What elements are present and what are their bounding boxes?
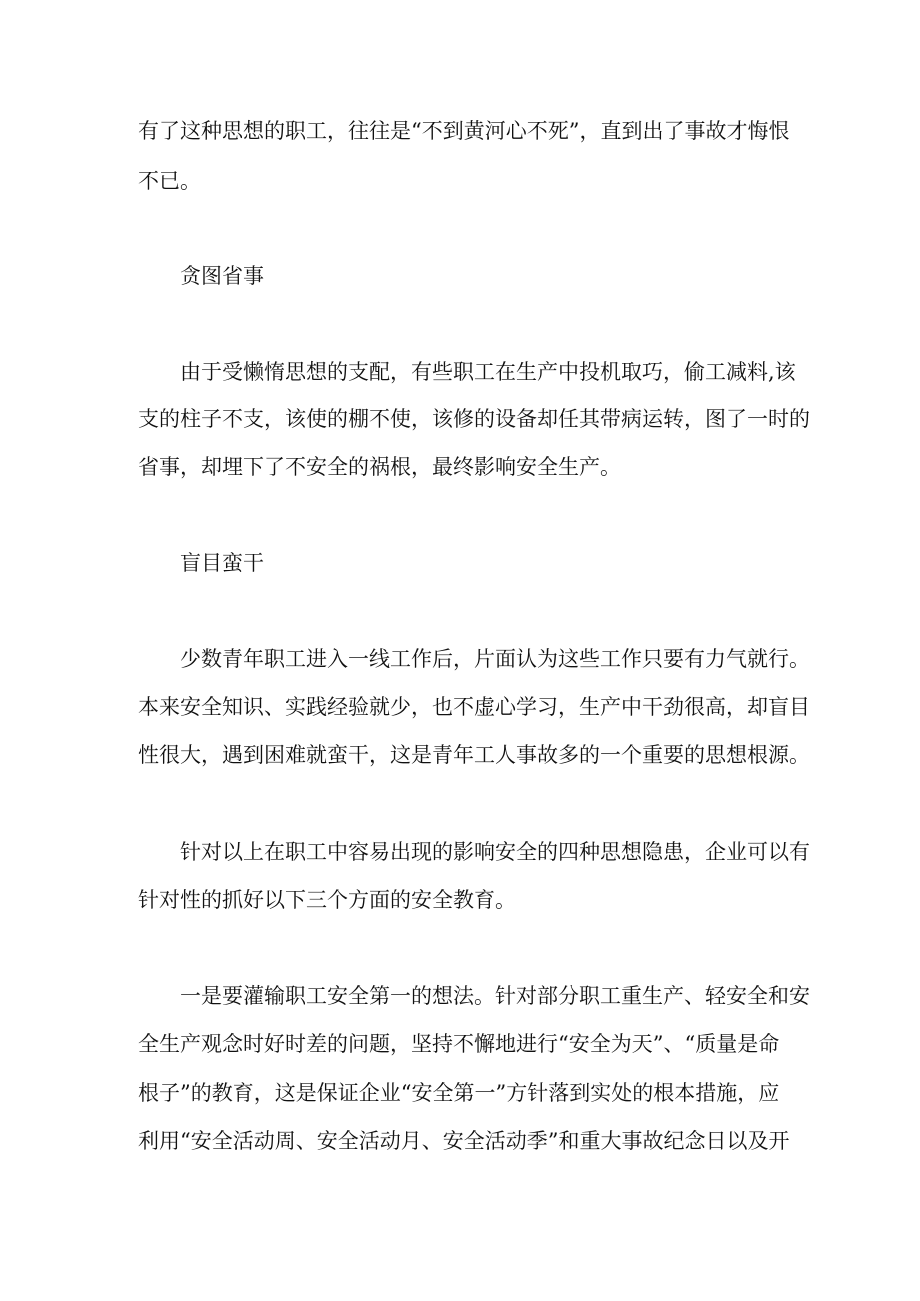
paragraph-line: 针对以上在职工中容易出现的影响安全的四种思想隐患，企业可以有 — [180, 840, 810, 864]
paragraph-line: 由于受懒惰思想的支配，有些职工在生产中投机取巧，偷工减料,该 — [180, 360, 796, 384]
section-heading: 盲目蛮干 — [180, 551, 264, 575]
paragraph-line: 针对性的抓好以下三个方面的安全教育。 — [138, 888, 516, 912]
paragraph-line: 有了这种思想的职工，往往是“不到黄河心不死”，直到出了事故才悔恨 — [138, 119, 790, 143]
paragraph-line: 利用“安全活动周、安全活动月、安全活动季”和重大事故纪念日以及开 — [138, 1129, 790, 1153]
paragraph-line: 全生产观念时好时差的问题，坚持不懈地进行“安全为天”、“质量是命 — [138, 1032, 780, 1056]
paragraph-line: 性很大，遇到困难就蛮干，这是青年工人事故多的一个重要的思想根源。 — [138, 743, 810, 767]
paragraph-line: 少数青年职工进入一线工作后，片面认为这些工作只要有力气就行。 — [180, 647, 810, 671]
paragraph-line: 不已。 — [138, 169, 201, 193]
paragraph-line: 本来安全知识、实践经验就少，也不虚心学习，生产中干劲很高，却盲目 — [138, 695, 810, 719]
paragraph-line: 根子”的教育，这是保证企业“安全第一”方针落到实处的根本措施，应 — [138, 1081, 780, 1105]
paragraph-line: 一是要灌输职工安全第一的想法。针对部分职工重生产、轻安全和安 — [180, 984, 810, 1008]
paragraph-line: 支的柱子不支，该使的棚不使，该修的设备却任其带病运转，图了一时的 — [138, 407, 810, 431]
paragraph-line: 省事，却埋下了不安全的祸根，最终影响安全生产。 — [138, 455, 621, 479]
section-heading: 贪图省事 — [180, 264, 264, 288]
